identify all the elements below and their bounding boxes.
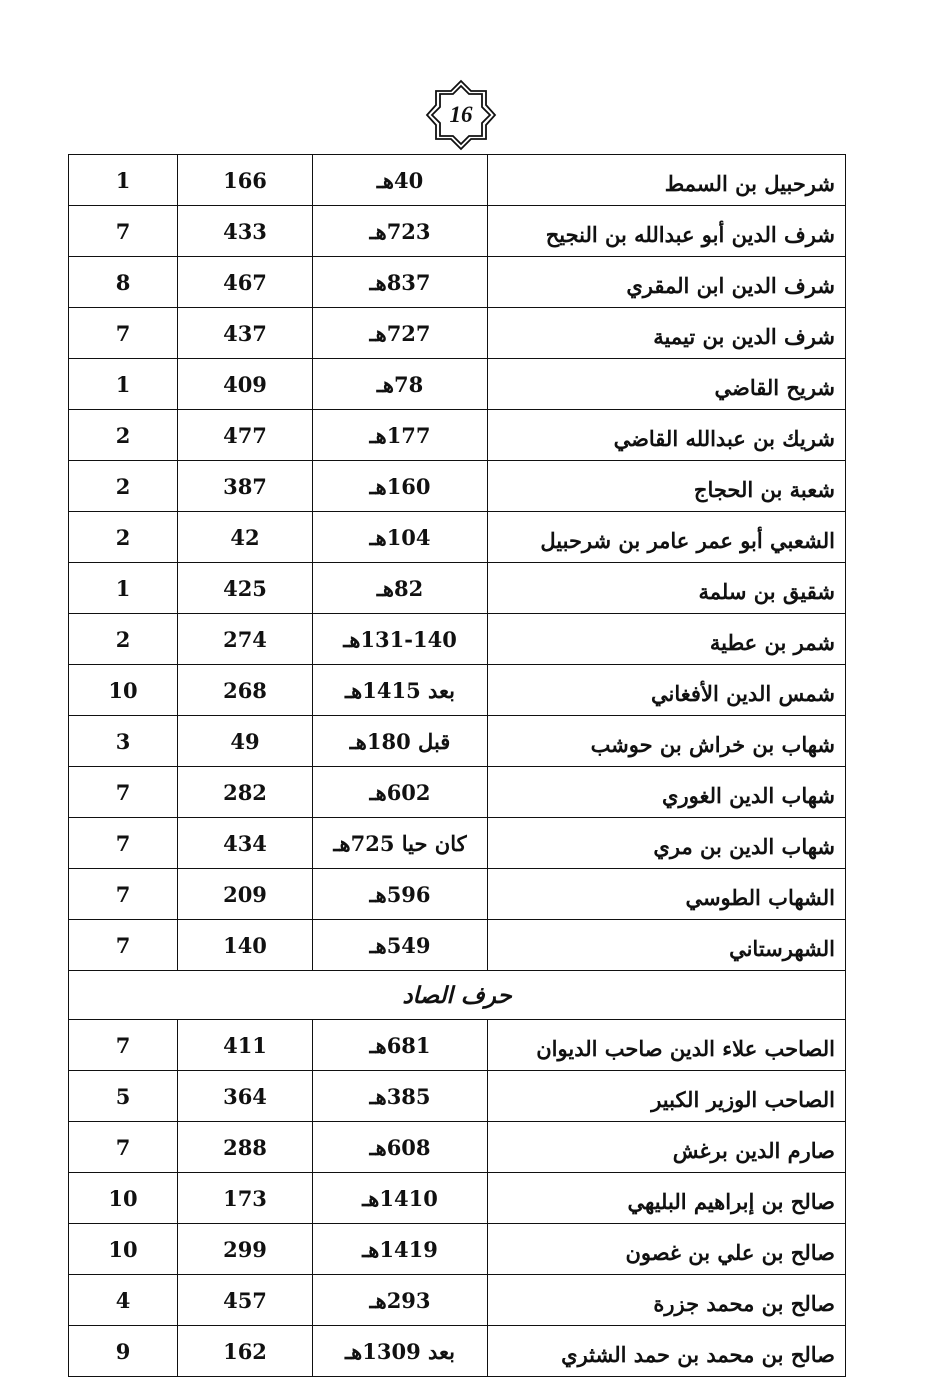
death-date-cell: 681هـ bbox=[313, 1020, 488, 1071]
volume-cell: 1 bbox=[69, 155, 178, 206]
page-cell: 434 bbox=[178, 818, 313, 869]
name-cell: شمر بن عطية bbox=[488, 614, 846, 665]
page-cell: 49 bbox=[178, 716, 313, 767]
name-cell: شعبة بن الحجاج bbox=[488, 461, 846, 512]
page-cell: 299 bbox=[178, 1224, 313, 1275]
death-date-cell: 596هـ bbox=[313, 869, 488, 920]
table-row bbox=[69, 206, 846, 257]
volume-cell: 7 bbox=[69, 1020, 178, 1071]
page-cell: 437 bbox=[178, 308, 313, 359]
name-cell: شهاب بن خراش بن حوشب bbox=[488, 716, 846, 767]
page-cell: 433 bbox=[178, 206, 313, 257]
death-date-cell: 82هـ bbox=[313, 563, 488, 614]
table-row bbox=[69, 512, 846, 563]
name-cell: صالح بن إبراهيم البليهي bbox=[488, 1173, 846, 1224]
death-date-cell: 723هـ bbox=[313, 206, 488, 257]
name-cell: شرف الدين ابن المقري bbox=[488, 257, 846, 308]
name-cell: شرحبيل بن السمط bbox=[488, 155, 846, 206]
page-cell: 425 bbox=[178, 563, 313, 614]
table-row bbox=[69, 1224, 846, 1275]
page-cell: 387 bbox=[178, 461, 313, 512]
volume-cell: 7 bbox=[69, 767, 178, 818]
page-cell: 274 bbox=[178, 614, 313, 665]
name-cell: الشهاب الطوسي bbox=[488, 869, 846, 920]
death-date-cell: 160هـ bbox=[313, 461, 488, 512]
death-date-cell: 78هـ bbox=[313, 359, 488, 410]
name-cell: الشعبي أبو عمر عامر بن شرحبيل bbox=[488, 512, 846, 563]
name-cell: شرف الدين أبو عبدالله بن النجيح bbox=[488, 206, 846, 257]
page-cell: 209 bbox=[178, 869, 313, 920]
volume-cell: 10 bbox=[69, 665, 178, 716]
table-row bbox=[69, 1275, 846, 1326]
volume-cell: 7 bbox=[69, 206, 178, 257]
page-cell: 173 bbox=[178, 1173, 313, 1224]
death-date-cell: 293هـ bbox=[313, 1275, 488, 1326]
death-date-cell: قبل 180هـ bbox=[313, 716, 488, 767]
page-number: 16 bbox=[449, 102, 473, 127]
volume-cell: 10 bbox=[69, 1173, 178, 1224]
page-cell: 288 bbox=[178, 1122, 313, 1173]
death-date-cell: 1410هـ bbox=[313, 1173, 488, 1224]
table-row bbox=[69, 1173, 846, 1224]
death-date-cell: 104هـ bbox=[313, 512, 488, 563]
page-cell: 467 bbox=[178, 257, 313, 308]
table-row bbox=[69, 1326, 846, 1377]
page-cell: 42 bbox=[178, 512, 313, 563]
volume-cell: 7 bbox=[69, 920, 178, 971]
table-row bbox=[69, 410, 846, 461]
table-row bbox=[69, 1122, 846, 1173]
death-date-cell: 40هـ bbox=[313, 155, 488, 206]
name-cell: صالح بن محمد بن حمد الشثري bbox=[488, 1326, 846, 1377]
volume-cell: 2 bbox=[69, 461, 178, 512]
page-cell: 411 bbox=[178, 1020, 313, 1071]
table-row bbox=[69, 665, 846, 716]
table-row bbox=[69, 716, 846, 767]
death-date-cell: 602هـ bbox=[313, 767, 488, 818]
name-cell: شريح القاضي bbox=[488, 359, 846, 410]
death-date-cell: 131-140هـ bbox=[313, 614, 488, 665]
death-date-cell: 727هـ bbox=[313, 308, 488, 359]
table-row bbox=[69, 614, 846, 665]
index-table bbox=[68, 154, 846, 1377]
name-cell: الصاحب علاء الدين صاحب الديوان bbox=[488, 1020, 846, 1071]
name-cell: الصاحب الوزير الكبير bbox=[488, 1071, 846, 1122]
page-cell: 162 bbox=[178, 1326, 313, 1377]
page-cell: 140 bbox=[178, 920, 313, 971]
table-row bbox=[69, 461, 846, 512]
page-cell: 166 bbox=[178, 155, 313, 206]
page-cell: 409 bbox=[178, 359, 313, 410]
volume-cell: 2 bbox=[69, 410, 178, 461]
death-date-cell: 549هـ bbox=[313, 920, 488, 971]
table-row bbox=[69, 257, 846, 308]
name-cell: الشهرستاني bbox=[488, 920, 846, 971]
volume-cell: 8 bbox=[69, 257, 178, 308]
volume-cell: 3 bbox=[69, 716, 178, 767]
volume-cell: 4 bbox=[69, 1275, 178, 1326]
volume-cell: 7 bbox=[69, 1122, 178, 1173]
death-date-cell: 385هـ bbox=[313, 1071, 488, 1122]
table-row bbox=[69, 920, 846, 971]
death-date-cell: بعد 1415هـ bbox=[313, 665, 488, 716]
section-row bbox=[69, 971, 846, 1020]
death-date-cell: بعد 1309هـ bbox=[313, 1326, 488, 1377]
volume-cell: 2 bbox=[69, 512, 178, 563]
volume-cell: 5 bbox=[69, 1071, 178, 1122]
volume-cell: 7 bbox=[69, 869, 178, 920]
name-cell: شهاب الدين بن مري bbox=[488, 818, 846, 869]
death-date-cell: 608هـ bbox=[313, 1122, 488, 1173]
name-cell: شرف الدين بن تيمية bbox=[488, 308, 846, 359]
table-row bbox=[69, 563, 846, 614]
table-row bbox=[69, 1020, 846, 1071]
volume-cell: 7 bbox=[69, 818, 178, 869]
page-cell: 477 bbox=[178, 410, 313, 461]
table-row bbox=[69, 1071, 846, 1122]
volume-cell: 1 bbox=[69, 563, 178, 614]
volume-cell: 9 bbox=[69, 1326, 178, 1377]
name-cell: صالح بن علي بن غصون bbox=[488, 1224, 846, 1275]
volume-cell: 10 bbox=[69, 1224, 178, 1275]
name-cell: شمس الدين الأفغاني bbox=[488, 665, 846, 716]
table-row bbox=[69, 308, 846, 359]
volume-cell: 2 bbox=[69, 614, 178, 665]
page-cell: 282 bbox=[178, 767, 313, 818]
table-row bbox=[69, 818, 846, 869]
table-row bbox=[69, 359, 846, 410]
name-cell: صالح بن محمد جزرة bbox=[488, 1275, 846, 1326]
page-cell: 268 bbox=[178, 665, 313, 716]
page-cell: 457 bbox=[178, 1275, 313, 1326]
page-number-ornament bbox=[424, 78, 498, 152]
name-cell: شريك بن عبدالله القاضي bbox=[488, 410, 846, 461]
death-date-cell: 177هـ bbox=[313, 410, 488, 461]
death-date-cell: 1419هـ bbox=[313, 1224, 488, 1275]
table-row bbox=[69, 155, 846, 206]
table-row bbox=[69, 869, 846, 920]
table-row bbox=[69, 767, 846, 818]
volume-cell: 7 bbox=[69, 308, 178, 359]
death-date-cell: 837هـ bbox=[313, 257, 488, 308]
name-cell: صارم الدين برغش bbox=[488, 1122, 846, 1173]
name-cell: شقيق بن سلمة bbox=[488, 563, 846, 614]
volume-cell: 1 bbox=[69, 359, 178, 410]
page-cell: 364 bbox=[178, 1071, 313, 1122]
section-heading: حرف الصاد bbox=[69, 971, 846, 1020]
name-cell: شهاب الدين الغوري bbox=[488, 767, 846, 818]
death-date-cell: كان حيا 725هـ bbox=[313, 818, 488, 869]
